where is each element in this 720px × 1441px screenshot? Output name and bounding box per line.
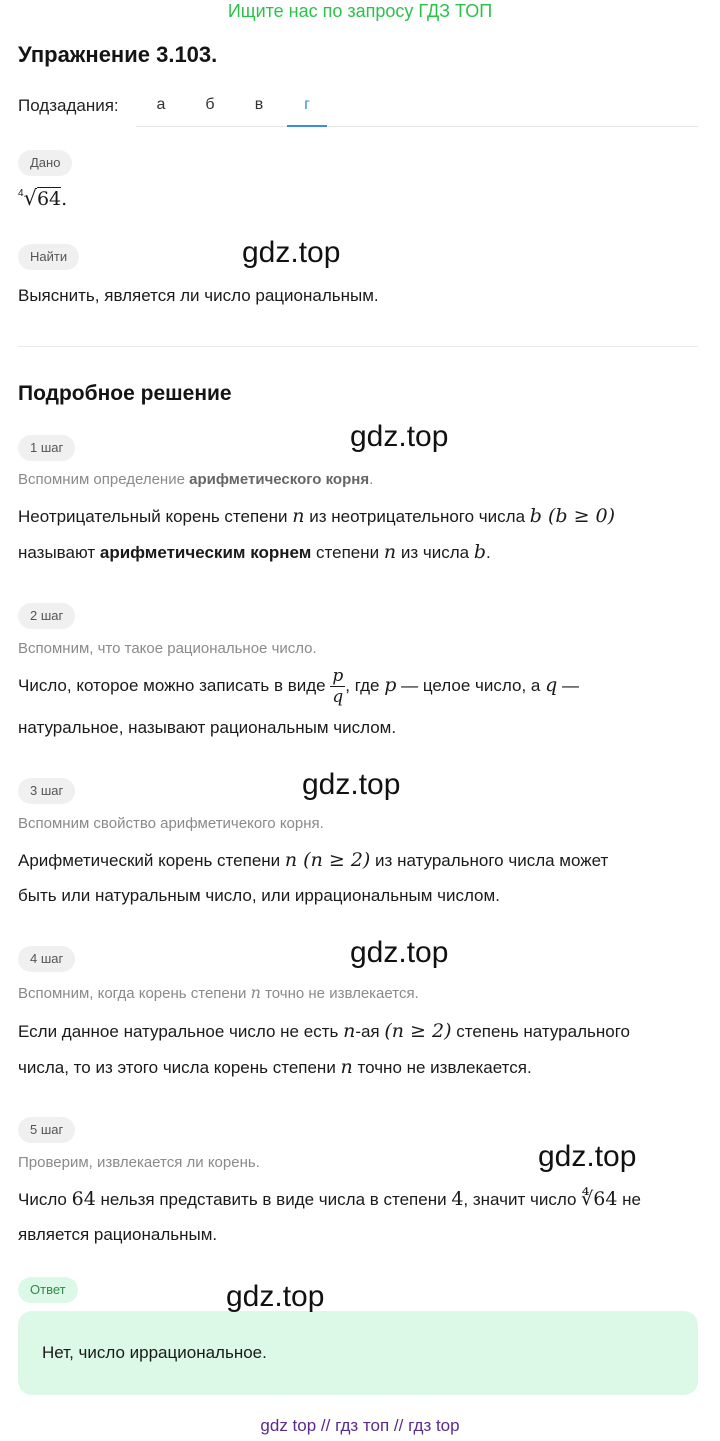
step-4-line-1: Если данное натуральное число не есть n-ая (n ≥ 2) степень натурального [18, 1020, 630, 1042]
tab-g[interactable]: г [287, 96, 327, 127]
watermark: gdz.top [350, 420, 449, 453]
step-5-line-2: является рациональным. [18, 1225, 218, 1244]
step-5-line-1: Число 64 нельзя представить в виде числа в степени 4, значит число ∜64 не [18, 1188, 642, 1210]
answer-text: Нет, число иррациональное. [42, 1343, 267, 1362]
step-1-pill: 1 шаг [18, 435, 75, 461]
step-3-hint: Вспомним свойство арифметичекого корня. [18, 815, 324, 832]
subtasks-label: Подзадания: [18, 96, 119, 115]
step-4-line-2: числа, то из этого числа корень степени n точно не извлекается. [18, 1056, 532, 1078]
given-pill: Дано [18, 150, 72, 176]
radical-sign: √ [23, 186, 37, 210]
step-4-hint: Вспомним, когда корень степени n точно не извлекается. [18, 983, 419, 1002]
step-4-pill: 4 шаг [18, 946, 75, 972]
step-2-hint: Вспомним, что такое рациональное число. [18, 640, 317, 657]
subtasks-tabs [136, 86, 698, 127]
step-1-line-1: Неотрицательный корень степени n из неотрицательного числа b (b ≥ 0) [18, 505, 616, 527]
answer-box [18, 1311, 698, 1395]
radicand: 64 [36, 188, 62, 210]
find-pill: Найти [18, 244, 79, 270]
tab-v[interactable]: в [254, 96, 264, 113]
watermark: gdz.top [242, 236, 341, 269]
step-3-line-1: Арифметический корень степени n (n ≥ 2) из натурального числа может [18, 849, 609, 871]
find-text: Выяснить, является ли число рациональным. [18, 286, 379, 305]
step-5-hint: Проверим, извлекается ли корень. [18, 1154, 260, 1171]
tab-a[interactable]: а [156, 96, 166, 113]
solution-heading: Подробное решение [18, 382, 232, 405]
watermark: gdz.top [302, 768, 401, 801]
tab-b[interactable]: б [205, 96, 215, 113]
step-3-pill: 3 шаг [18, 778, 75, 804]
watermark: gdz.top [226, 1280, 325, 1313]
step-1-hint: Вспомним определение арифметического корня. [18, 471, 374, 488]
divider [18, 346, 698, 347]
fraction: $\frac{p}{q}$ [332, 666, 344, 707]
step-3-line-2: быть или натуральным число, или иррациональным числом. [18, 886, 500, 905]
given-end: . [61, 188, 68, 210]
top-banner: Ищите нас по запросу ГДЗ ТОП [227, 1, 493, 21]
root-index: 4 [18, 187, 24, 199]
page-title: Упражнение 3.103. [18, 42, 218, 67]
given-expression [18, 186, 67, 211]
step-2-line-1: Число, которое можно записать в виде $\frac{p}{q}$ , где p — целое число, а q — [18, 666, 579, 707]
answer-pill: Ответ [18, 1277, 78, 1303]
watermark: gdz.top [350, 936, 449, 969]
footer-links[interactable]: gdz top // гдз топ // гдз top [260, 1416, 460, 1435]
step-5-pill: 5 шаг [18, 1117, 75, 1143]
step-1-line-2: называют арифметическим корнем степени n из числа b. [18, 541, 491, 563]
watermark: gdz.top [538, 1140, 637, 1173]
step-2-pill: 2 шаг [18, 603, 75, 629]
step-2-line-2: натуральное, называют рациональным числом. [18, 718, 397, 737]
